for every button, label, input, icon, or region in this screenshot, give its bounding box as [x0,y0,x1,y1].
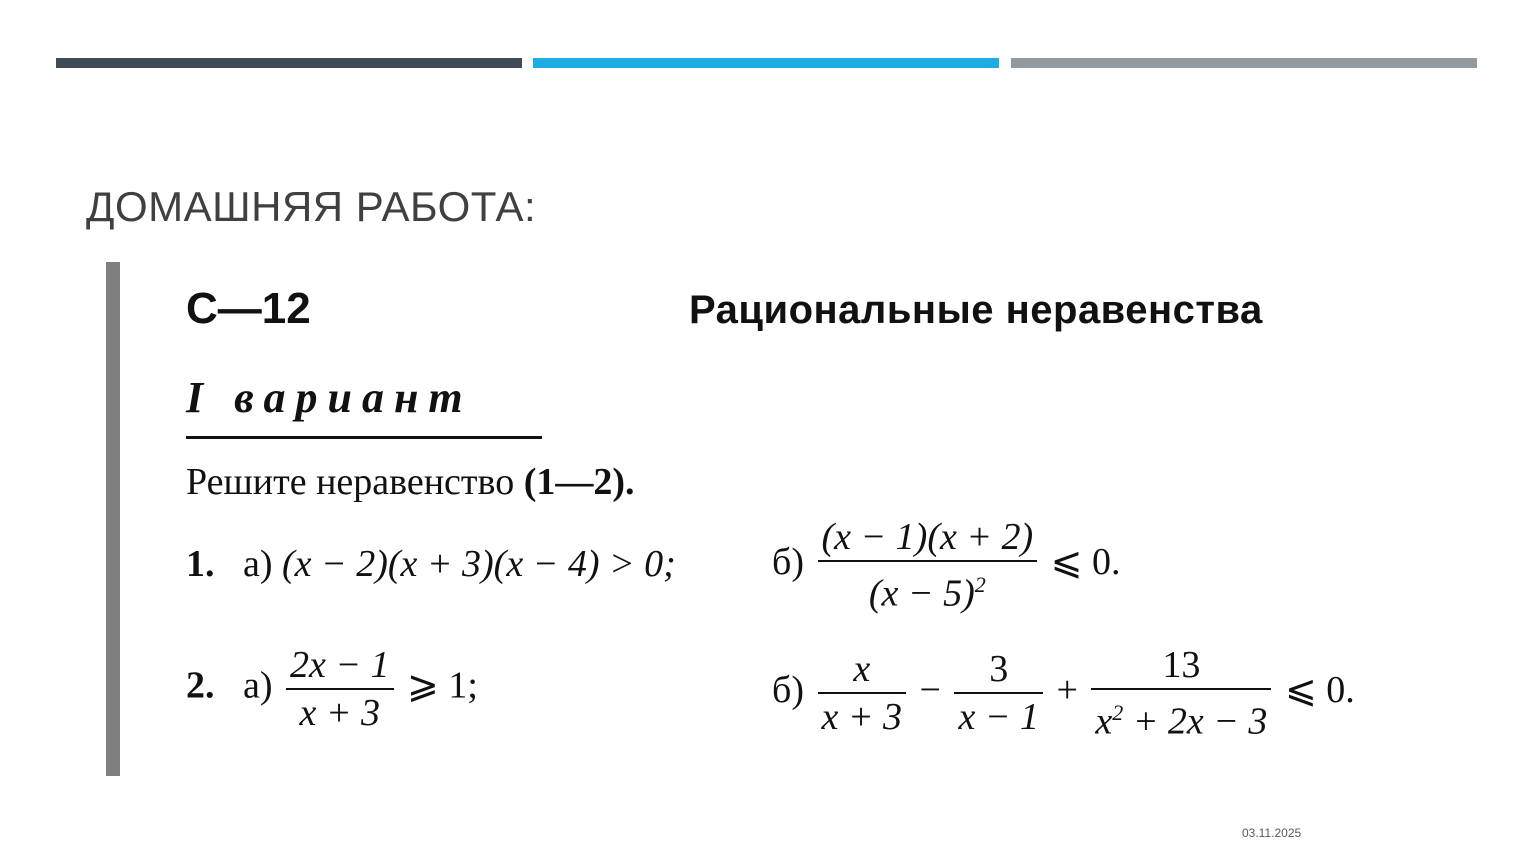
worksheet-topic: Рациональные неравенства [689,288,1263,332]
task-2-number: 2. [186,664,215,707]
task-1b-denominator: $(x - 5)^2$ [868,572,986,615]
slide-title: ДОМАШНЯЯ РАБОТА: [86,183,537,230]
instruction-text: Решите неравенство [186,461,515,503]
task-2a-numerator: 2x − 1 [286,642,394,690]
task-1a-label: а) [243,543,273,585]
task-1a-expression: (x − 2)(x + 3)(x − 4) > 0; [282,543,676,585]
task-2a-label: а) [243,664,273,707]
task-2b-fraction-3 [1091,642,1271,745]
task-2b-fraction-2-denominator: x − 1 [958,696,1039,739]
task-1-number: 1. [186,543,215,585]
task-1b-relation: ⩽ 0. [1050,541,1121,584]
quote-side-rule [106,262,120,776]
worksheet-image [186,280,1386,760]
header-bar-dark [56,58,522,68]
task-2a [186,642,478,736]
task-1b-fraction [818,514,1038,617]
task-2b-fraction-2 [954,646,1043,740]
task-2b [772,642,1355,745]
task-2b-operator-1: − [919,669,941,712]
task-2a-relation: ⩾ 1; [407,664,478,707]
task-2a-denominator: x + 3 [299,692,381,734]
task-1a [186,542,676,586]
task-1b [772,514,1120,617]
task-2b-label: б) [772,669,804,712]
task-2b-fraction-3-denominator: $x^2 + 2x - 3$ [1095,700,1268,743]
instruction-range: (1—2). [523,461,635,503]
task-2b-operator-2: + [1056,669,1078,712]
slide-date: 03.11.2025 [1242,826,1302,840]
task-2b-fraction-1-numerator: x [818,646,907,694]
variant-underline [186,436,542,439]
task-2b-relation: ⩽ 0. [1284,669,1355,712]
worksheet-instruction [186,460,635,504]
header-bar-gray [1011,58,1477,68]
header-bar-blue [533,58,999,68]
worksheet-code: С—12 [186,284,311,333]
task-1b-numerator: (x − 1)(x + 2) [818,514,1038,562]
task-2b-fraction-3-numerator: 13 [1091,642,1271,690]
task-2b-fraction-2-numerator: 3 [954,646,1043,694]
task-2b-fraction-1 [818,646,907,740]
task-1b-label: б) [772,541,804,584]
task-2b-fraction-1-denominator: x + 3 [821,696,903,739]
task-2a-fraction [286,642,394,736]
worksheet-variant: I вариант [186,373,473,422]
